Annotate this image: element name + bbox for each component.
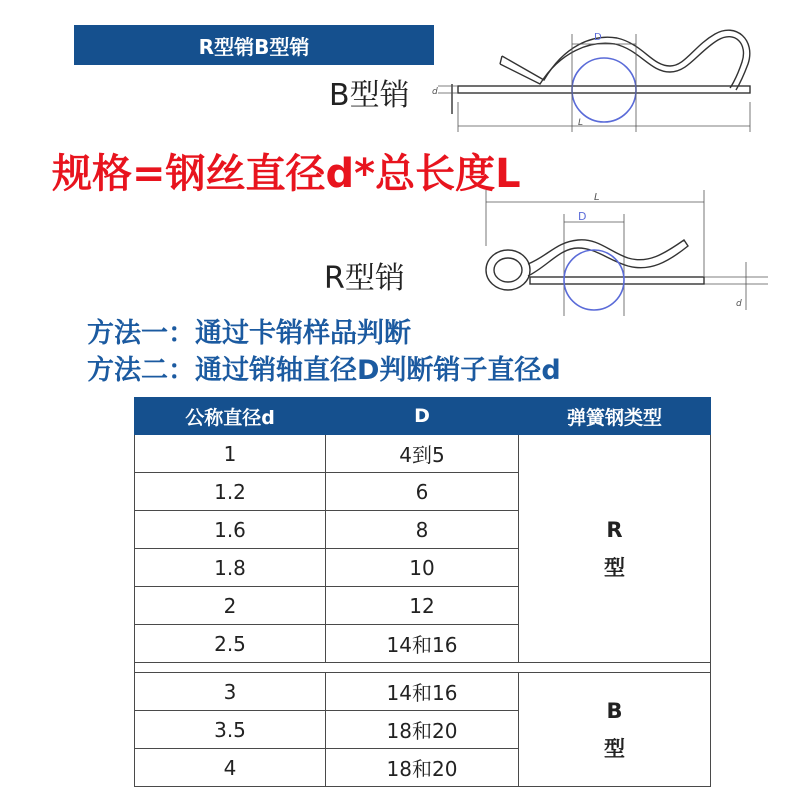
cell-d: 2.5 (135, 625, 326, 663)
cell-D: 10 (326, 549, 519, 587)
table-row (135, 435, 711, 473)
header-nominal-diameter: 公称直径d (135, 398, 326, 435)
r-pin-shaft-circle (564, 250, 624, 310)
r-type-cell (519, 435, 711, 663)
cell-d: 1 (135, 435, 326, 473)
cell-d: 4 (135, 749, 326, 787)
r-pin-body (486, 240, 704, 290)
r-pin-drawing (478, 186, 778, 326)
r-pin-label: R型销 (324, 261, 405, 296)
table-header-row (135, 398, 711, 435)
b-pin-label: B型销 (329, 78, 410, 113)
cell-D: 4到5 (326, 435, 519, 473)
cell-d: 1.6 (135, 511, 326, 549)
cell-d: 3 (135, 673, 326, 711)
size-table (134, 397, 711, 787)
b-dim-d-label: d (432, 87, 438, 97)
cell-D: 14和16 (326, 673, 519, 711)
r-dim-d-label: d (736, 299, 742, 309)
table-row (135, 673, 711, 711)
cell-D: 14和16 (326, 625, 519, 663)
b-pin-drawing (430, 22, 760, 134)
cell-D: 18和20 (326, 711, 519, 749)
spec-formula: 规格=钢丝直径d*总长度L (52, 151, 521, 197)
b-pin-shaft-circle (572, 58, 636, 122)
r-dim-L-label: L (594, 192, 600, 203)
cell-d: 1.2 (135, 473, 326, 511)
r-pin-dimensions (486, 190, 768, 316)
b-type-word: 型 (604, 736, 625, 761)
method-two: 方法二：通过销轴直径D判断销子直径d (87, 355, 561, 386)
b-dim-L-label: L (578, 118, 584, 128)
cell-D: 6 (326, 473, 519, 511)
header-spring-steel-type: 弹簧钢类型 (519, 398, 711, 435)
b-type-letter: B (606, 698, 623, 723)
cell-d: 3.5 (135, 711, 326, 749)
cell-d: 1.8 (135, 549, 326, 587)
cell-D: 18和20 (326, 749, 519, 787)
r-type-letter: R (606, 517, 623, 542)
b-type-cell (519, 673, 711, 787)
title-banner (74, 25, 434, 65)
method-one: 方法一：通过卡销样品判断 (87, 318, 411, 349)
r-dim-D-label: D (578, 210, 587, 223)
cell-d: 2 (135, 587, 326, 625)
cell-D: 8 (326, 511, 519, 549)
table-separator (135, 663, 711, 673)
b-dim-D-label: D (594, 32, 602, 43)
title-banner-text: R型销B型销 (198, 34, 310, 59)
cell-D: 12 (326, 587, 519, 625)
r-type-word: 型 (604, 555, 625, 580)
b-pin-dimensions (438, 34, 750, 132)
header-shaft-diameter: D (326, 398, 519, 435)
